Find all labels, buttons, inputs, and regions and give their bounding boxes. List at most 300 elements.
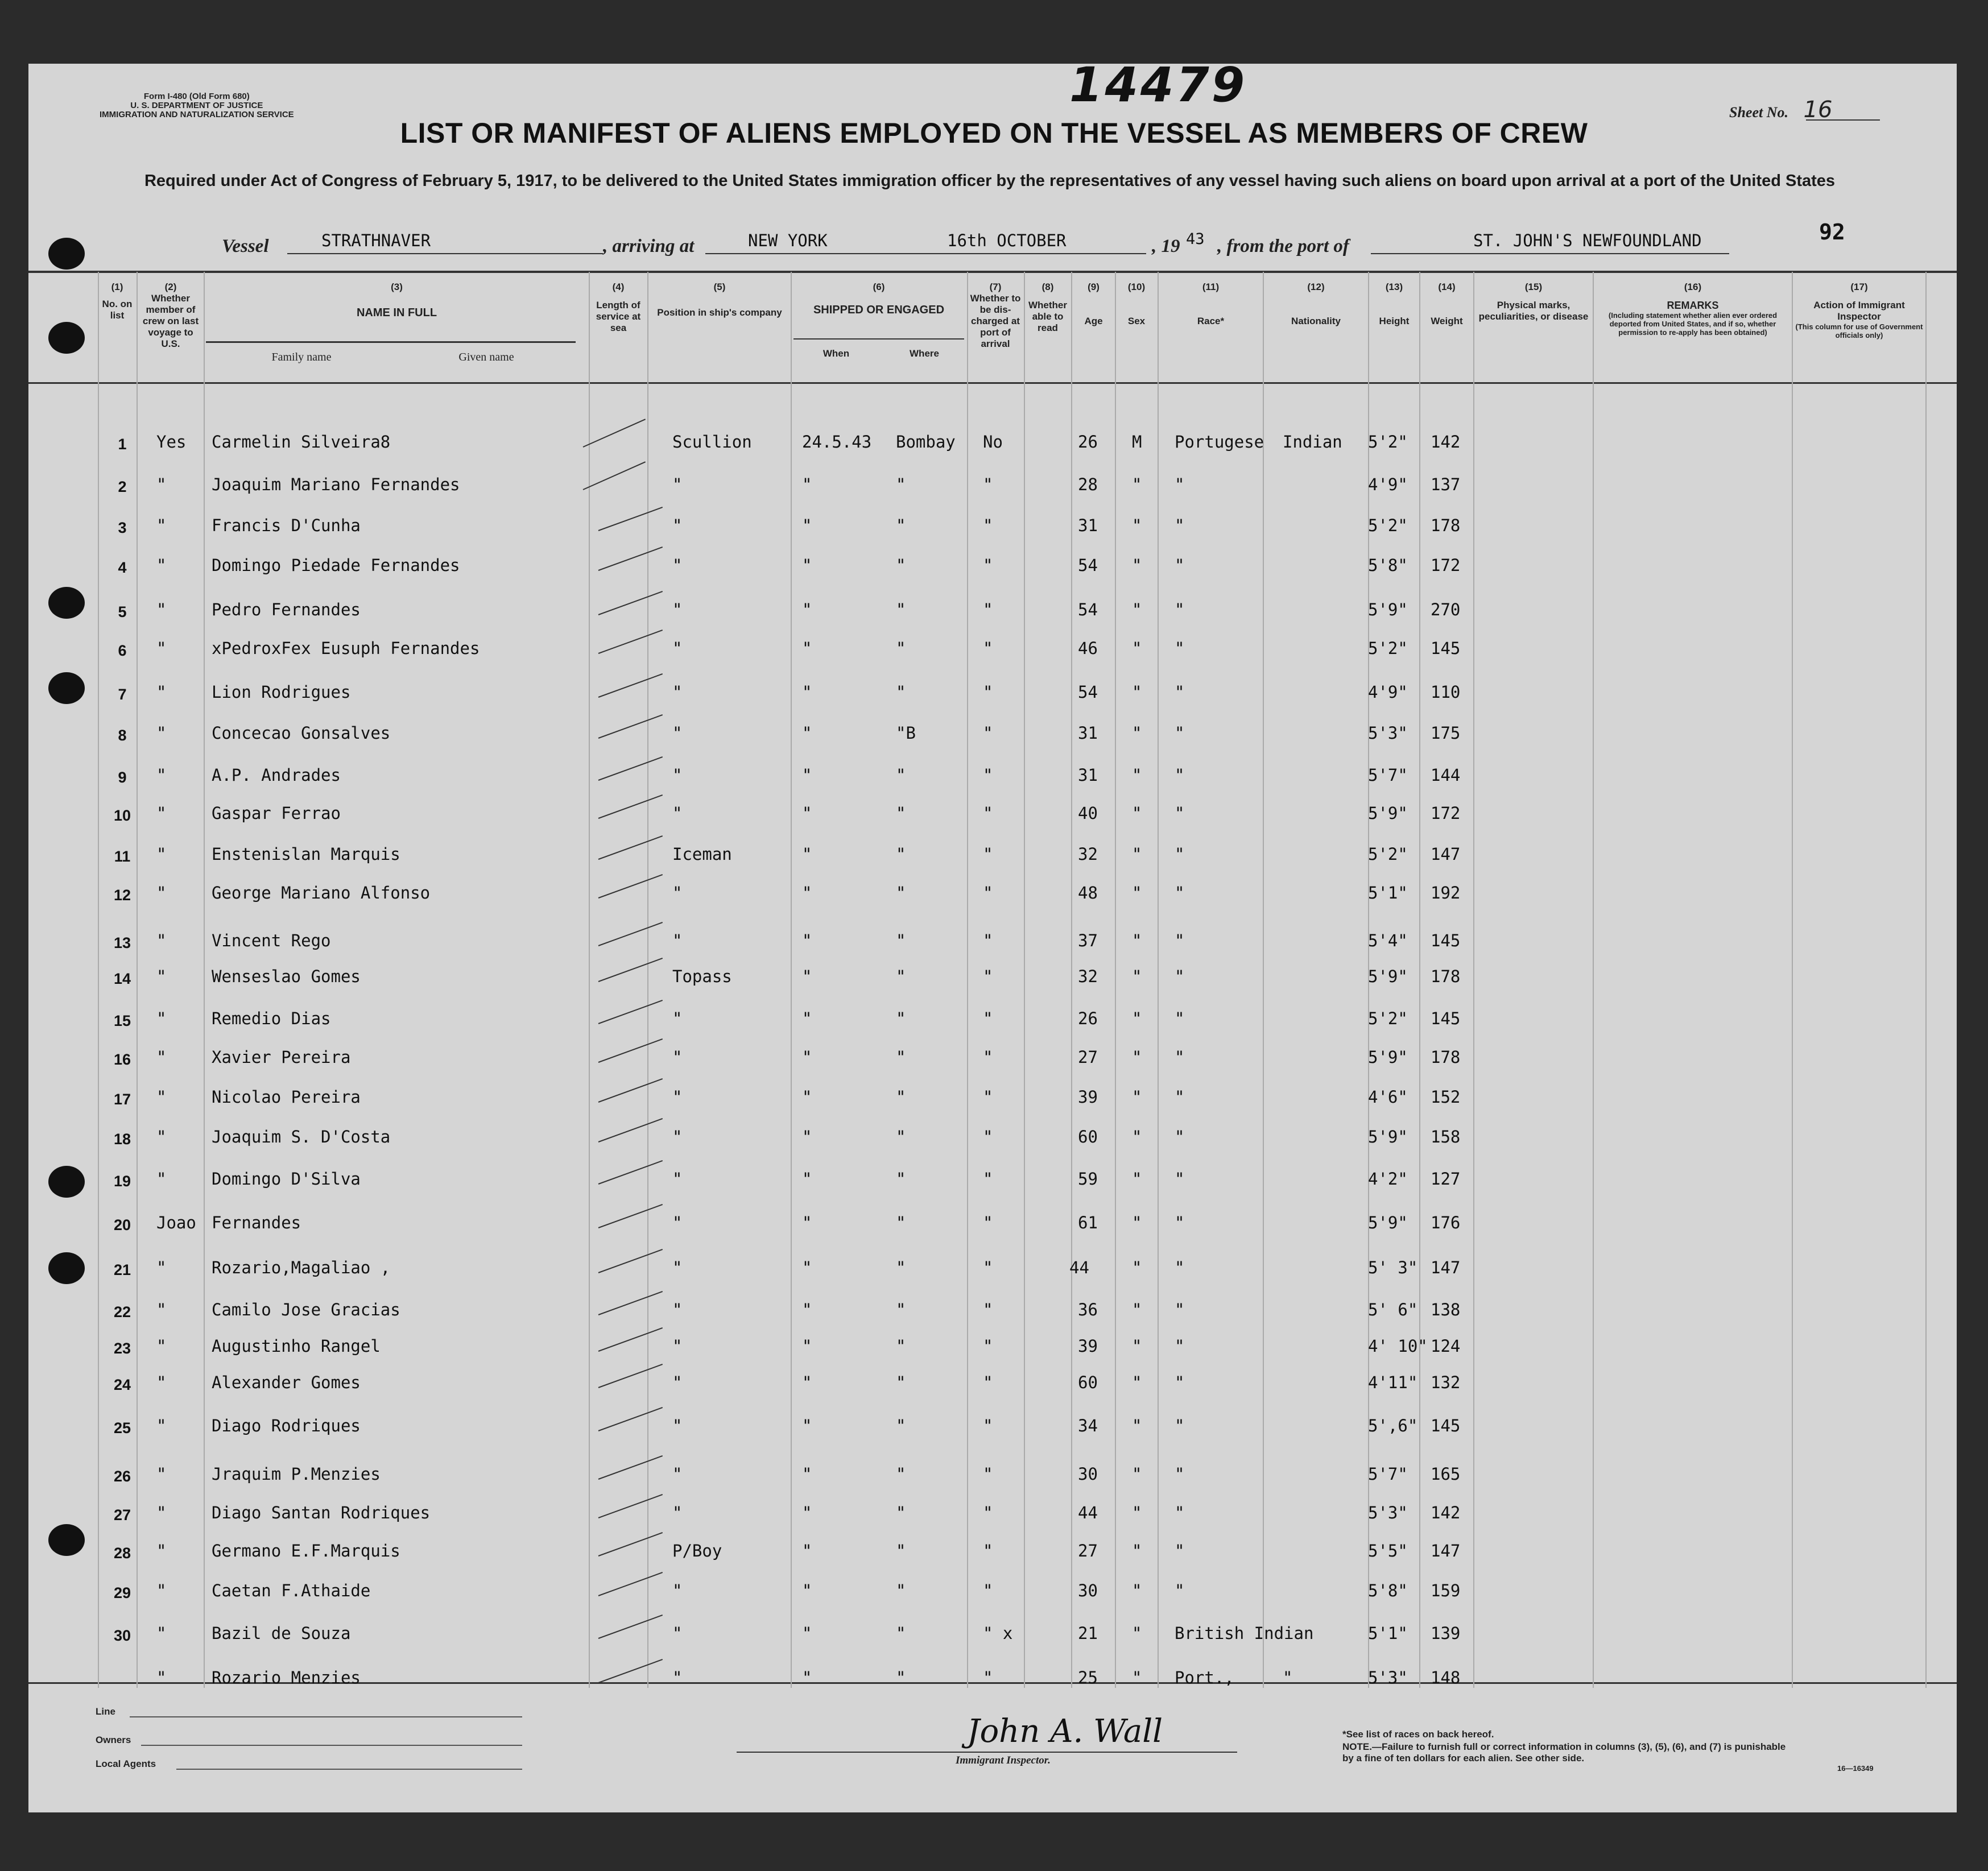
position: " [672,600,683,619]
weight: 137 [1431,475,1461,494]
race: " [1175,1503,1185,1522]
engaged-where: " [896,1213,906,1232]
member-last-voyage: " [156,1541,167,1560]
engaged-where: " [896,1624,906,1643]
column-divider [1158,272,1159,1688]
column-divider [967,272,968,1688]
sex: " [1132,556,1142,575]
sex: " [1132,1009,1142,1028]
height: 5'8" [1368,556,1408,575]
sex: " [1132,1624,1142,1643]
engaged-when: " [802,967,812,986]
race: " [1175,765,1185,785]
crew-name: Nicolao Pereira [212,1087,361,1107]
col7-header: (7) Whether to be dis-charged at port of arrival [970,282,1021,349]
engaged-when: " [802,804,812,823]
height: 5'9" [1368,1048,1408,1067]
height: 5'2" [1368,516,1408,535]
local-agents-label: Local Agents [96,1758,156,1769]
weight: 148 [1431,1668,1461,1687]
position: P/Boy [672,1541,722,1560]
race: " [1175,1541,1185,1560]
member-last-voyage: Joao [156,1213,196,1232]
crew-name: Augustinho Rangel [212,1336,381,1356]
line-label: Line [96,1706,115,1717]
age: 54 [1078,600,1098,619]
race: " [1175,600,1185,619]
position: " [672,1581,683,1600]
crew-name: Alexander Gomes [212,1373,361,1392]
member-last-voyage: " [156,1581,167,1600]
age: 25 [1078,1668,1098,1687]
weight: 192 [1431,883,1461,903]
crew-name: Joaquim S. D'Costa [212,1127,391,1146]
discharged: " [983,1258,993,1277]
sex: " [1132,1336,1142,1356]
position: Topass [672,967,732,986]
position: " [672,1048,683,1067]
col16-header: (16) REMARKS (Including statement whether alien ever ordered deported from United States, and if so, whether permission to re-apply has been obtained) [1608,282,1778,337]
sex: M [1132,432,1142,452]
signature-line [737,1752,1237,1753]
race: " [1175,1169,1185,1189]
sex: " [1132,1541,1142,1560]
departure-underline [1371,253,1729,254]
col5-header: (5) Position in ship's company [657,282,782,318]
height: 4'9" [1368,682,1408,702]
table-header-rule [28,382,1957,384]
age: 28 [1078,475,1098,494]
age: 54 [1078,556,1098,575]
column-divider [204,272,205,1688]
race: " [1175,1300,1185,1319]
col11-header: (11) Race* [1197,282,1225,326]
engaged-where: " [896,1464,906,1484]
height: 5'2" [1368,845,1408,864]
engaged-where: " [896,967,906,986]
height: 4'9" [1368,475,1408,494]
engaged-where: " [896,1503,906,1522]
engaged-when: " [802,1541,812,1560]
discharged: " [983,883,993,903]
race: Port., [1175,1668,1234,1687]
member-last-voyage: " [156,556,167,575]
discharged: " [983,1581,993,1600]
engaged-when: " [802,1464,812,1484]
member-last-voyage: " [156,765,167,785]
nationality: " [1283,1668,1293,1687]
engaged-where: " [896,1258,906,1277]
binder-hole [48,238,85,270]
owners-underline [141,1745,522,1746]
position: Scullion [672,432,752,452]
col9-header: (9) Age [1084,282,1103,326]
engaged-when: " [802,600,812,619]
race: " [1175,682,1185,702]
position: " [672,765,683,785]
engaged-when: " [802,682,812,702]
page-title: LIST OR MANIFEST OF ALIENS EMPLOYED ON THE VESSEL AS MEMBERS OF CREW [400,117,1588,149]
family-name-header: Family name [271,351,332,363]
race: " [1175,1464,1185,1484]
discharged: " [983,931,993,950]
weight: 138 [1431,1300,1461,1319]
form-number-line: Form I-480 (Old Form 680) [143,92,250,101]
discharged: " [983,1416,993,1435]
sex: " [1132,1087,1142,1107]
row-number: 5 [118,603,127,620]
discharged: " x [983,1624,1013,1643]
discharged: No [983,432,1003,452]
race: British Indian [1175,1624,1314,1643]
position: " [672,1009,683,1028]
crew-name: Jraquim P.Menzies [212,1464,381,1484]
crew-name: Germano E.F.Marquis [212,1541,400,1560]
sex: " [1132,682,1142,702]
member-last-voyage: " [156,639,167,658]
from-port-label: , from the port of [1217,236,1349,256]
sex: " [1132,1373,1142,1392]
position: " [672,1373,683,1392]
height: 5'2" [1368,1009,1408,1028]
crew-name: George Mariano Alfonso [212,883,431,903]
binder-hole [48,1252,85,1284]
position: " [672,1668,683,1687]
member-last-voyage: " [156,1416,167,1435]
race: " [1175,804,1185,823]
row-number: 24 [113,1376,131,1393]
age: 26 [1078,1009,1098,1028]
age: 40 [1078,804,1098,823]
member-last-voyage: " [156,1258,167,1277]
member-last-voyage: " [156,600,167,619]
height: 4'11" [1368,1373,1418,1392]
height: 5'2" [1368,432,1408,452]
member-last-voyage: " [156,1464,167,1484]
weight: 110 [1431,682,1461,702]
height: 5'7" [1368,1464,1408,1484]
crew-name: Carmelin Silveira8 [212,432,391,452]
member-last-voyage: " [156,1624,167,1643]
col1-header: (1) No. on list [102,282,133,321]
weight: 152 [1431,1087,1461,1107]
nationality: Indian [1283,432,1342,452]
sex: " [1132,723,1142,743]
name-underline [206,341,576,343]
weight: 172 [1431,556,1461,575]
discharged: " [983,556,993,575]
form-code: 16—16349 [1837,1764,1874,1773]
column-divider [647,272,648,1688]
col2-header: (2) Whether member of crew on last voyage to U.S. [142,282,199,349]
engaged-where: " [896,1541,906,1560]
race: " [1175,1048,1185,1067]
row-number: 4 [118,559,127,576]
member-last-voyage: " [156,1048,167,1067]
year-prefix: , 19 [1152,236,1180,256]
binder-hole [48,322,85,354]
arrival-port: NEW YORK [748,231,828,250]
race: " [1175,931,1185,950]
engaged-where: " [896,765,906,785]
weight: 178 [1431,967,1461,986]
row-number: 15 [113,1012,131,1029]
crew-name: Francis D'Cunha [212,516,361,535]
weight: 165 [1431,1464,1461,1484]
year-value: 43 [1186,230,1205,248]
race: " [1175,1258,1185,1277]
age: 30 [1078,1581,1098,1600]
column-divider [1419,272,1420,1688]
discharged: " [983,1009,993,1028]
engaged-where: " [896,475,906,494]
position: " [672,1300,683,1319]
engaged-when: " [802,1624,812,1643]
engaged-when: " [802,556,812,575]
sex: " [1132,600,1142,619]
position: " [672,1336,683,1356]
member-last-voyage: " [156,1373,167,1392]
age: 60 [1078,1127,1098,1146]
position: " [672,1624,683,1643]
department-line: U. S. DEPARTMENT OF JUSTICE [130,101,263,110]
age: 46 [1078,639,1098,658]
member-last-voyage: " [156,967,167,986]
row-number: 10 [113,807,131,824]
row-number: 25 [113,1419,131,1437]
row-number: 11 [114,848,131,865]
col6-header: (6) SHIPPED OR ENGAGED [813,282,945,316]
member-last-voyage: " [156,1169,167,1189]
column-divider [791,272,792,1688]
race: " [1175,516,1185,535]
inspector-signature: John A. Wall [967,1713,1163,1750]
weight: 172 [1431,804,1461,823]
sex: " [1132,1213,1142,1232]
height: 5'8" [1368,1581,1408,1600]
row-number: 13 [113,934,131,951]
engaged-where: " [896,1581,906,1600]
weight: 176 [1431,1213,1461,1232]
binder-hole [48,1166,85,1198]
col3-header: (3) NAME IN FULL [356,282,437,319]
height: 5'3" [1368,723,1408,743]
discharged: " [983,1373,993,1392]
age: 36 [1078,1300,1098,1319]
member-last-voyage: " [156,804,167,823]
position: " [672,556,683,575]
weight: 132 [1431,1373,1461,1392]
row-number: 14 [113,970,131,987]
row-number: 12 [113,887,131,904]
position: " [672,1464,683,1484]
position: " [672,1127,683,1146]
race: " [1175,1581,1185,1600]
discharged: " [983,1213,993,1232]
age: 54 [1078,682,1098,702]
engaged-where: " [896,1416,906,1435]
sex: " [1132,765,1142,785]
race: " [1175,1336,1185,1356]
engaged-where: " [896,1169,906,1189]
discharged: " [983,639,993,658]
engaged-where: " [896,1127,906,1146]
height: 5'9" [1368,1213,1408,1232]
discharged: " [983,1127,993,1146]
inspector-label: Immigrant Inspector. [956,1754,1051,1766]
weight: 147 [1431,1258,1461,1277]
height: 5'1" [1368,883,1408,903]
position: " [672,804,683,823]
row-number: 17 [113,1091,131,1108]
race: " [1175,556,1185,575]
sex: " [1132,1668,1142,1687]
row-number: 3 [118,519,127,536]
engaged-where: " [896,845,906,864]
age: 32 [1078,967,1098,986]
engaged-where: " [896,1048,906,1067]
engaged-where: " [896,600,906,619]
age: 39 [1078,1087,1098,1107]
form-identifier [100,92,294,119]
table-top-rule [28,271,1957,273]
height: 5'9" [1368,600,1408,619]
discharged: " [983,1668,993,1687]
crew-name: Wenseslao Gomes [212,967,361,986]
discharged: " [983,804,993,823]
row-number: 21 [113,1261,131,1278]
sex: " [1132,1416,1142,1435]
engaged-when: 24.5.43 [802,432,872,452]
engaged-where: " [896,682,906,702]
col12-header: (12) Nationality [1291,282,1341,326]
column-divider [1024,272,1025,1688]
sex: " [1132,967,1142,986]
age: 27 [1078,1048,1098,1067]
member-last-voyage: " [156,1087,167,1107]
column-divider [1593,272,1594,1688]
discharged: " [983,475,993,494]
age: 26 [1078,432,1098,452]
engaged-where: " [896,1087,906,1107]
sex: " [1132,931,1142,950]
height: 5'9" [1368,967,1408,986]
col13-header: (13) Height [1379,282,1410,326]
member-last-voyage: " [156,845,167,864]
row-number: 27 [113,1506,131,1524]
member-last-voyage: " [156,1336,167,1356]
position: " [672,1213,683,1232]
sex: " [1132,1503,1142,1522]
crew-name: Camilo Jose Gracias [212,1300,400,1319]
binder-hole [48,672,85,704]
sex: " [1132,475,1142,494]
engaged-when: " [802,1336,812,1356]
age: 44 [1078,1503,1098,1522]
row-number: 8 [118,727,127,744]
position: " [672,639,683,658]
race: " [1175,723,1185,743]
race: " [1175,1127,1185,1146]
position: " [672,1503,683,1522]
weight: 147 [1431,1541,1461,1560]
arrival-underline [705,253,1146,254]
position: " [672,723,683,743]
race: " [1175,1087,1185,1107]
vessel-underline [287,253,603,254]
row-number: 2 [118,478,127,495]
crew-name: xPedroxFex Eusuph Fernandes [212,639,480,658]
crew-name: Joaquim Mariano Fernandes [212,475,460,494]
age: 37 [1078,931,1098,950]
member-last-voyage: " [156,1127,167,1146]
engaged-when: " [802,765,812,785]
discharged: " [983,1300,993,1319]
engaged-where: " [896,1668,906,1687]
row-number: 16 [113,1051,131,1068]
crew-name: A.P. Andrades [212,765,341,785]
discharged: " [983,1048,993,1067]
engaged-when: " [802,1213,812,1232]
engaged-when: " [802,1087,812,1107]
race: Portugese [1175,432,1264,452]
race: " [1175,845,1185,864]
engaged-where: " [896,1336,906,1356]
col14-header: (14) Weight [1431,282,1463,326]
crew-name: Gaspar Ferrao [212,804,341,823]
height: 5'5" [1368,1541,1408,1560]
crew-name: Caetan F.Athaide [212,1581,371,1600]
page-subtitle: Required under Act of Congress of February 5, 1917, to be delivered to the United States immigration officer by the representatives of any vessel having such aliens on board upon arrival at a port of the United States [144,172,1836,190]
sex: " [1132,804,1142,823]
weight: 145 [1431,931,1461,950]
sex: " [1132,1169,1142,1189]
row-number: 26 [113,1468,131,1485]
crew-name: Remedio Dias [212,1009,331,1028]
age: 61 [1078,1213,1098,1232]
height: 5'4" [1368,931,1408,950]
height: 5'2" [1368,639,1408,658]
departure-port: ST. JOHN'S NEWFOUNDLAND [1473,231,1702,250]
owners-label: Owners [96,1735,131,1745]
engaged-where: " [896,639,906,658]
crew-name: Enstenislan Marquis [212,845,400,864]
discharged: " [983,1503,993,1522]
sex: " [1132,1581,1142,1600]
crew-name: Concecao Gonsalves [212,723,391,743]
race: " [1175,1009,1185,1028]
engaged-when: " [802,475,812,494]
column-divider [1071,272,1072,1688]
column-divider [1792,272,1793,1688]
position: " [672,1416,683,1435]
position: Iceman [672,845,732,864]
engaged-when: " [802,883,812,903]
weight: 124 [1431,1336,1461,1356]
engaged-where: " [896,1300,906,1319]
height: 4'2" [1368,1169,1408,1189]
engaged-when: " [802,1009,812,1028]
race: " [1175,639,1185,658]
engaged-when: " [802,1503,812,1522]
height: 5' 6" [1368,1300,1418,1319]
where-header: Where [910,348,939,359]
races-note: *See list of races on back hereof. [1342,1729,1494,1740]
weight: 178 [1431,516,1461,535]
sex: " [1132,516,1142,535]
age: 60 [1078,1373,1098,1392]
discharged: " [983,682,993,702]
